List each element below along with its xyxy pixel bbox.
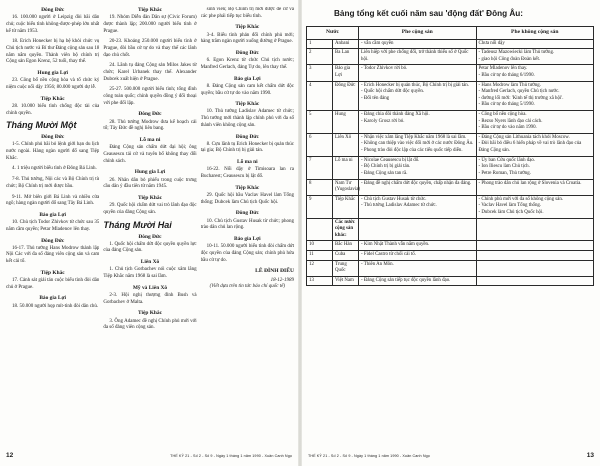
row-noncommunist: [476, 195, 594, 218]
noncommunist-line: Chưa nổi dậy: [478, 40, 505, 46]
timeline-entry: [103, 7, 196, 35]
row-communist: [359, 65, 477, 81]
header-noncommunist: Phe không cộng sản: [476, 26, 594, 39]
right-page: [302, 0, 600, 466]
row-country: Hung: [333, 111, 359, 134]
country-heading: Tiệp Khắc: [235, 24, 260, 31]
timeline-entry: [103, 137, 196, 165]
table-row: [307, 49, 594, 65]
noncommunist-line: - Đảng Cộng sản Lithuania tách khỏi Moscow.: [478, 134, 570, 140]
row-number: [307, 218, 333, 241]
row-country: Việt Nam: [333, 276, 359, 286]
country-heading: Hung gia Lợi: [37, 70, 68, 77]
entry-text: 3-4. Biểu tình phản đối chính phủ mới; hàng trăm ngàn người xuống đường ở Prague.: [200, 32, 294, 45]
country-heading: Đông Đức: [41, 134, 65, 141]
row-communist: [359, 39, 477, 49]
row-country: Bảo gia Lợi: [333, 65, 359, 81]
row-communist: [359, 260, 477, 276]
signature-date: 18-12-1989: [270, 277, 294, 283]
timeline-columns: [6, 7, 294, 450]
left-page: [0, 0, 298, 466]
row-noncommunist: [476, 218, 594, 241]
row-noncommunist: [476, 260, 594, 276]
table-row: [307, 156, 594, 179]
row-country: Nam Tư (Yugoslavia): [333, 179, 359, 195]
entry-text: 2-3. Hội nghị thượng đỉnh Bush và Gorbachev ở Malta.: [103, 292, 197, 305]
row-noncommunist: [476, 156, 594, 179]
table-row: [307, 81, 594, 110]
noncommunist-line: - Tadeusz Mazowiecki làm Thủ tướng.: [478, 50, 555, 56]
header-communist: Phe cộng sản: [359, 26, 477, 39]
row-communist: [359, 195, 477, 218]
entry-text: 10. Chủ tịch Gustav Husak từ chức; phong trào dân chủ lan rộng.: [200, 218, 294, 231]
entry-text: 6. Egon Krenz từ chức Chủ tịch nước; Manfred Gerlach, đảng Tự do, lên thay thế.: [200, 58, 294, 70]
table-row: [307, 111, 594, 134]
country-heading: Tiệp Khắc: [40, 269, 65, 276]
country-heading: Bảo gia Lợi: [233, 75, 261, 82]
row-number: 6: [307, 133, 333, 156]
row-communist: [359, 133, 477, 156]
table-row: [307, 179, 594, 195]
timeline-entry: [103, 39, 196, 59]
country-heading: Đông Đức: [138, 111, 162, 118]
communist-line: - Nhận việc xâm lăng Tiệp Khắc năm 1968 là sai lầm.: [361, 134, 467, 140]
table-body: [307, 39, 594, 286]
row-noncommunist: [476, 179, 594, 195]
noncommunist-line: - Dubcek làm Chủ tịch Quốc hội.: [478, 209, 544, 215]
country-heading: Tiệp Khắc: [137, 195, 162, 201]
entry-text: Đảng Cộng sản chấm dứt đại hội; ông Ceausescu tái cử và tuyên bố không thay đổi chính sách.: [103, 145, 197, 164]
communist-line: - Karoly Grosz rời bỏ.: [361, 118, 405, 124]
row-country: Bắc Hàn: [333, 241, 359, 251]
communist-line: - Bộ Chính trị bị giải tán.: [361, 164, 411, 170]
timeline-column-2: [103, 7, 196, 450]
author-signature: LÊ ĐÌNH ĐIỂU: [255, 268, 294, 275]
row-communist: [359, 156, 477, 179]
noncommunist-line: - Hans Modrow làm Thủ tướng.: [478, 82, 541, 88]
entry-text: 1. Quốc hội chấm dứt độc quyền quyền lực của đảng Cộng sản.: [103, 241, 197, 254]
row-number: 2: [307, 49, 333, 65]
noncommunist-line: - Manfred Gerlach, quyền Chủ tịch nước.: [478, 89, 560, 95]
timeline-entry: [6, 134, 99, 162]
country-heading: Đông Đức: [235, 49, 259, 56]
row-number: 3: [307, 65, 333, 81]
country-heading: Lỗ ma ni: [139, 137, 161, 144]
header-country: Nước: [307, 26, 359, 39]
timeline-entry: [201, 50, 294, 72]
country-heading: Đông Đức: [41, 7, 65, 13]
communist-line: - Quốc hội chấm dứt độc quyền.: [361, 89, 425, 95]
timeline-entry: [6, 166, 99, 173]
row-communist: [359, 241, 477, 251]
communist-line: Liên hiệp với phe chống đối, trở thành thiểu số ở Quốc hội.: [361, 50, 469, 62]
noncommunist-line: - Petre Roman, Thủ tướng.: [478, 170, 531, 176]
table-row: [307, 250, 594, 260]
row-noncommunist: [476, 39, 594, 49]
right-running-head: THẾ KỶ 21 - Số 2 - Số 9 - Ngày 1 tháng 1 năm 1990 - Xuân Canh Ngọ: [308, 453, 430, 458]
entry-text: 26. Nhân dân bỏ phiếu trong cuộc trưng cầu dân ý đầu tiên từ năm 1945.: [103, 177, 197, 190]
row-communist: [359, 276, 477, 286]
timeline-entry: [6, 96, 99, 118]
row-country: Trung Quốc: [333, 260, 359, 276]
communist-line: - vẫn cầm quyền: [361, 40, 394, 46]
timeline-entry: [201, 236, 294, 264]
country-heading: Tiệp Khắc: [40, 95, 65, 102]
country-heading: Đông Đức: [235, 133, 259, 140]
month-heading: Tháng Mười Hai: [103, 219, 172, 230]
row-country: Lỗ ma ni: [333, 156, 359, 179]
noncommunist-line: - đường lối mới: 'Kinh tế thị trường xã hội'.: [478, 95, 564, 101]
row-noncommunist: [476, 133, 594, 156]
row-country: Anbani: [333, 39, 359, 49]
row-number: 11: [307, 250, 333, 260]
entry-text: 28. Thủ tướng Modrow đưa kế hoạch cải tổ; Tây Đức đề nghị liên bang.: [103, 119, 197, 132]
timeline-entry: [201, 7, 294, 20]
month-heading: Tháng Mười Một: [6, 120, 77, 131]
country-heading: Hung gia Lợi: [134, 169, 166, 176]
noncommunist-line: - Chính phủ mới với đa số không cộng sản.: [478, 196, 564, 202]
communist-line: - Thủ tướng Ladislav Adamec từ chức.: [361, 203, 437, 209]
table-row: [307, 218, 594, 241]
table-row: [307, 133, 594, 156]
timeline-column-3: [201, 7, 294, 450]
entry-text: 20-23. Khoảng 250.000 người biểu tình ở Prague, đòi bầu cử tự do và thay thế các lãnh đạo chủ chốt.: [103, 39, 197, 58]
entry-text: 29. Quốc hội bầu Vaclav Havel làm Tổng thống; Dubcek làm Chủ tịch Quốc hội.: [200, 192, 294, 205]
communist-line: - Kim Nhật Thành vẫn nắm quyền.: [361, 242, 430, 248]
table-row: [307, 276, 594, 286]
entry-text: 16. 100.000 người ở Leipzig đòi bãi dân chủ; cuộc biểu tình không-được-phép lớn nhất kể từ năm 1953.: [6, 15, 100, 34]
timeline-entry: [201, 101, 294, 129]
timeline-entry: [103, 234, 196, 256]
row-country: Liên Xô: [333, 133, 359, 156]
timeline-entry: [201, 159, 294, 181]
entry-text: 10. Chủ tịch Todor Zhivkov từ chức sau 35 năm cầm quyền; Petar Mladenov lên thay.: [6, 220, 100, 232]
row-country: Các nước cộng sản khác:: [333, 218, 359, 241]
row-number: 1: [307, 39, 333, 49]
communist-line: - Thiên An Môn.: [361, 261, 394, 267]
country-heading: Liên Xô: [140, 259, 160, 266]
country-heading: Mỹ và Liên Xô: [132, 284, 168, 291]
timeline-entry: [201, 24, 294, 46]
entry-text: 1. Chủ tịch Gorbachev nói cuộc xâm lăng Tiệp Khắc năm 1968 là sai lầm.: [103, 267, 197, 280]
timeline-entry: [201, 210, 294, 232]
table-title: Bảng tổng kết cuối năm sau 'động đất' Đông Âu:: [334, 9, 524, 18]
row-noncommunist: [476, 65, 594, 81]
noncommunist-line: - Vaclav Havel làm Tổng thống.: [478, 203, 542, 209]
communist-line: - Chủ tịch Gustav Husak từ chức.: [361, 196, 427, 202]
country-heading: Tiệp Khắc: [137, 310, 162, 317]
country-heading: Tiệp Khắc: [235, 101, 260, 108]
row-number: 9: [307, 195, 333, 218]
table-row: [307, 241, 594, 251]
entry-text: sinh viên; Bộ Chính trị mới được đề cử và các phe phái tiếp tục biểu tình.: [200, 7, 294, 19]
timeline-entry: [6, 70, 99, 92]
entry-text: 19. Nhóm Diễn đàn Dân sự (Civic Forum) được thành lập; 200.000 người biểu tình ở Prague.: [103, 15, 197, 34]
left-page-number: 12: [6, 451, 14, 459]
entry-text: 17. Cảnh sát giải tán cuộc biểu tình đòi dân chủ ở Prague.: [6, 278, 100, 290]
timeline-entry: [6, 195, 99, 208]
country-heading: Bảo gia Lợi: [39, 295, 66, 302]
row-noncommunist: [476, 250, 594, 260]
noncommunist-line: Petar Mladenov lên thay.: [478, 66, 528, 72]
row-number: 7: [307, 156, 333, 179]
entry-text: 8. Cựu lãnh tụ Erich Honecker bị quản thúc tại gia; Bộ Chính trị bị giải tán.: [200, 141, 294, 154]
communist-line: - Erich Honecker bị quản thúc, Bộ Chính trị bị giải tán.: [361, 82, 469, 88]
entry-text: 18. Erich Honecker bị hạ bệ khỏi chức vụ Chủ tịch nước và Bí thư Đảng cộng sản sau 18 năm nắm quyền. Thành viên bộ chính trị Cộng sản Egon Krenz, 52 tuổi, thay thế.: [6, 39, 100, 65]
left-page-footer: [0, 451, 298, 461]
timeline-entry: [103, 87, 196, 107]
summary-table: [306, 26, 594, 286]
row-noncommunist: [476, 276, 594, 286]
timeline-entry: [6, 295, 99, 310]
noncommunist-line: - Rezso Nyers lãnh đạo cải cách.: [478, 118, 543, 124]
entry-text: 25-27. 500.000 người biểu tình; tổng đình công toàn quốc; chính quyền đồng ý đối thoại với phe đối lập.: [103, 87, 197, 106]
row-communist: [359, 81, 477, 110]
row-communist: [359, 179, 477, 195]
timeline-entry: [6, 212, 99, 234]
timeline-entry: [103, 310, 196, 332]
row-noncommunist: [476, 241, 594, 251]
communist-line: - Nicolae Ceausescu bị lật đổ.: [361, 157, 420, 163]
noncommunist-line: - Đòi bãi bỏ điều 6 hiến pháp về vai trò lãnh đạo của Đảng Cộng sản.: [478, 141, 582, 154]
country-heading: Bảo gia Lợi: [39, 211, 66, 218]
entry-text: 1-5. Chính phủ bãi bỏ lệnh giới hạn du lịch nước ngoài. Hàng ngàn người đổ sang Tiệp Khắc.: [6, 142, 100, 161]
noncommunist-line: - giao hội Công đoàn Đoàn kết.: [478, 56, 541, 62]
entry-text: 28. 10.000 biểu tình chống độc tài của chính quyền.: [6, 103, 100, 116]
noncommunist-line: - Bầu cử tự do vào năm 1990.: [478, 125, 537, 131]
noncommunist-line: - Ủy ban Cứu quốc lãnh đạo.: [478, 157, 536, 163]
row-number: 12: [307, 260, 333, 276]
row-number: 8: [307, 179, 333, 195]
communist-line: - Fidel Castro từ chối cải tổ.: [361, 251, 416, 257]
communist-line: - Đổi tên đảng: [361, 95, 390, 101]
row-number: 13: [307, 276, 333, 286]
timeline-entry: [103, 111, 196, 133]
communist-line: - Không can thiệp vào việc đổi mới ở các nước Đông Âu.: [361, 141, 474, 147]
communist-line: - Đảng Cộng sản tiếp tục độc quyền lãnh đạo.: [361, 277, 451, 283]
entry-text: 9-11. Mở biên giới Bá Linh và nhiều cửa ngõ; hàng ngàn người đổ sang Tây Bá Linh.: [6, 194, 100, 207]
row-noncommunist: [476, 111, 594, 134]
communist-line: - Todor Zhivkov rời bỏ.: [361, 66, 408, 72]
entry-text: 10. Thủ tướng Ladislav Adamec từ chức; Thủ tướng mới thành lập chính phủ với đa số thành viên không cộng sản.: [200, 109, 294, 128]
row-country: Đông Đức: [333, 81, 359, 110]
timeline-column-3-body: [201, 7, 294, 264]
timeline-entry: [103, 285, 196, 307]
timeline-entry: [103, 169, 196, 191]
signature-note: (Viết dựa trên tin tức báo chí quốc tế): [209, 284, 285, 290]
row-noncommunist: [476, 49, 594, 65]
row-communist: [359, 49, 477, 65]
right-page-number: 13: [586, 451, 594, 459]
noncommunist-line: - Ion Iliescu làm Chủ tịch.: [478, 164, 530, 170]
table-row: [307, 39, 594, 49]
row-country: Cuba: [333, 250, 359, 260]
noncommunist-line: - Công bố nền cộng hòa.: [478, 112, 527, 118]
timeline-entry: [201, 134, 294, 156]
communist-line: - Đảng chia đôi thành đảng Xã hội.: [361, 112, 430, 118]
communist-line: - Đảng Cộng sản tan rã.: [361, 170, 408, 176]
noncommunist-line: - Bầu cử tự do tháng 6/1990.: [478, 72, 535, 78]
communist-line: - Phong trào đòi độc lập của các tiểu quốc tiếp diễn.: [361, 148, 463, 154]
communist-line: - Đảng đề nghị chấm dứt độc quyền, chấp nhận đa đảng.: [361, 180, 472, 186]
row-noncommunist: [476, 81, 594, 110]
row-country: Ba Lan: [333, 49, 359, 65]
entry-text: 10-11. 50.000 người biểu tình đòi chấm dứt độc quyền của đảng Cộng sản; chính phủ hứa bầu cử tự do.: [200, 244, 294, 263]
timeline-entry: [6, 177, 99, 190]
entry-text: 18. 50.000 người họp mít-tinh đòi dân chủ.: [12, 303, 99, 309]
table-header-row: [307, 26, 594, 39]
timeline-entry: [201, 185, 294, 207]
entry-text: 29. Quốc hội chấm dứt vai trò lãnh đạo độc quyền của đảng Cộng sản.: [103, 203, 197, 215]
noncommunist-line: - Phong trào dân chủ lan rộng ở Slovenia và Croatia.: [478, 180, 582, 186]
row-communist: [359, 218, 477, 241]
country-heading: Đông Đức: [138, 233, 162, 240]
entry-text: 23. Công bố nền cộng hòa và tổ chức kỷ niệm cuộc nổi dậy 1956; 80.000 người dự lễ.: [6, 78, 100, 90]
country-heading: Bảo gia Lợi: [233, 235, 261, 242]
entry-text: 8. Đảng Cộng sản cam kết chấm dứt độc quyền; bầu cử tự do vào năm 1990.: [200, 83, 294, 96]
timeline-column-1: [6, 7, 99, 450]
timeline-entry: [103, 259, 196, 281]
row-communist: [359, 250, 477, 260]
row-number: 4: [307, 81, 333, 110]
row-communist: [359, 111, 477, 134]
table-row: [307, 195, 594, 218]
row-number: 5: [307, 111, 333, 134]
row-country: Tiệp Khắc: [333, 195, 359, 218]
left-running-head: THẾ KỶ 21 - Số 2 - Số 9 - Ngày 1 tháng 1 năm 1990 - Xuân Canh Ngọ: [170, 453, 292, 458]
timeline-entry: [103, 195, 196, 217]
country-heading: Lỗ ma ni: [236, 159, 258, 166]
row-number: 10: [307, 241, 333, 251]
timeline-entry: [6, 238, 99, 266]
timeline-entry: [6, 7, 99, 35]
entry-text: 3. Ông Adamec đề nghị Chính phủ mới với đa số đảng viên cộng sản.: [103, 318, 197, 331]
entry-text: 7-8. Thủ tướng, Nội các và Bộ Chính trị từ chức; Bộ Chính trị mới được bầu.: [6, 177, 100, 189]
right-page-footer: [302, 451, 600, 461]
country-heading: Đông Đức: [235, 210, 259, 217]
noncommunist-line: - Bầu cử tự do tháng 5/1990.: [478, 102, 535, 108]
entry-text: 16-17. Thủ tướng Hans Modrow thành lập Nội Các với đa số đảng viên cộng sản và cam kết cải tổ.: [6, 245, 100, 265]
country-heading: Tiệp Khắc: [235, 184, 260, 191]
country-heading: Đông Đức: [41, 237, 65, 244]
entry-text: 24. Lãnh tụ đảng Cộng sản Milos Jakes từ chức; Karel Urbanek thay thế. Alexander Dubcek xuất hiện ở Prague.: [103, 63, 197, 82]
timeline-entry: [6, 39, 99, 66]
table-row: [307, 65, 594, 81]
timeline-entry: [201, 76, 294, 98]
country-heading: Tiệp Khắc: [137, 7, 162, 13]
entry-text: 16-22. Nổi dậy ở Timisoara lan ra Bucharest; Ceausescu bị lật đổ.: [200, 167, 294, 180]
entry-text: 4. 1 triệu người biểu tình ở Đông Bá Linh.: [12, 166, 97, 172]
timeline-entry: [6, 270, 99, 292]
timeline-entry: [103, 63, 196, 83]
table-row: [307, 260, 594, 276]
